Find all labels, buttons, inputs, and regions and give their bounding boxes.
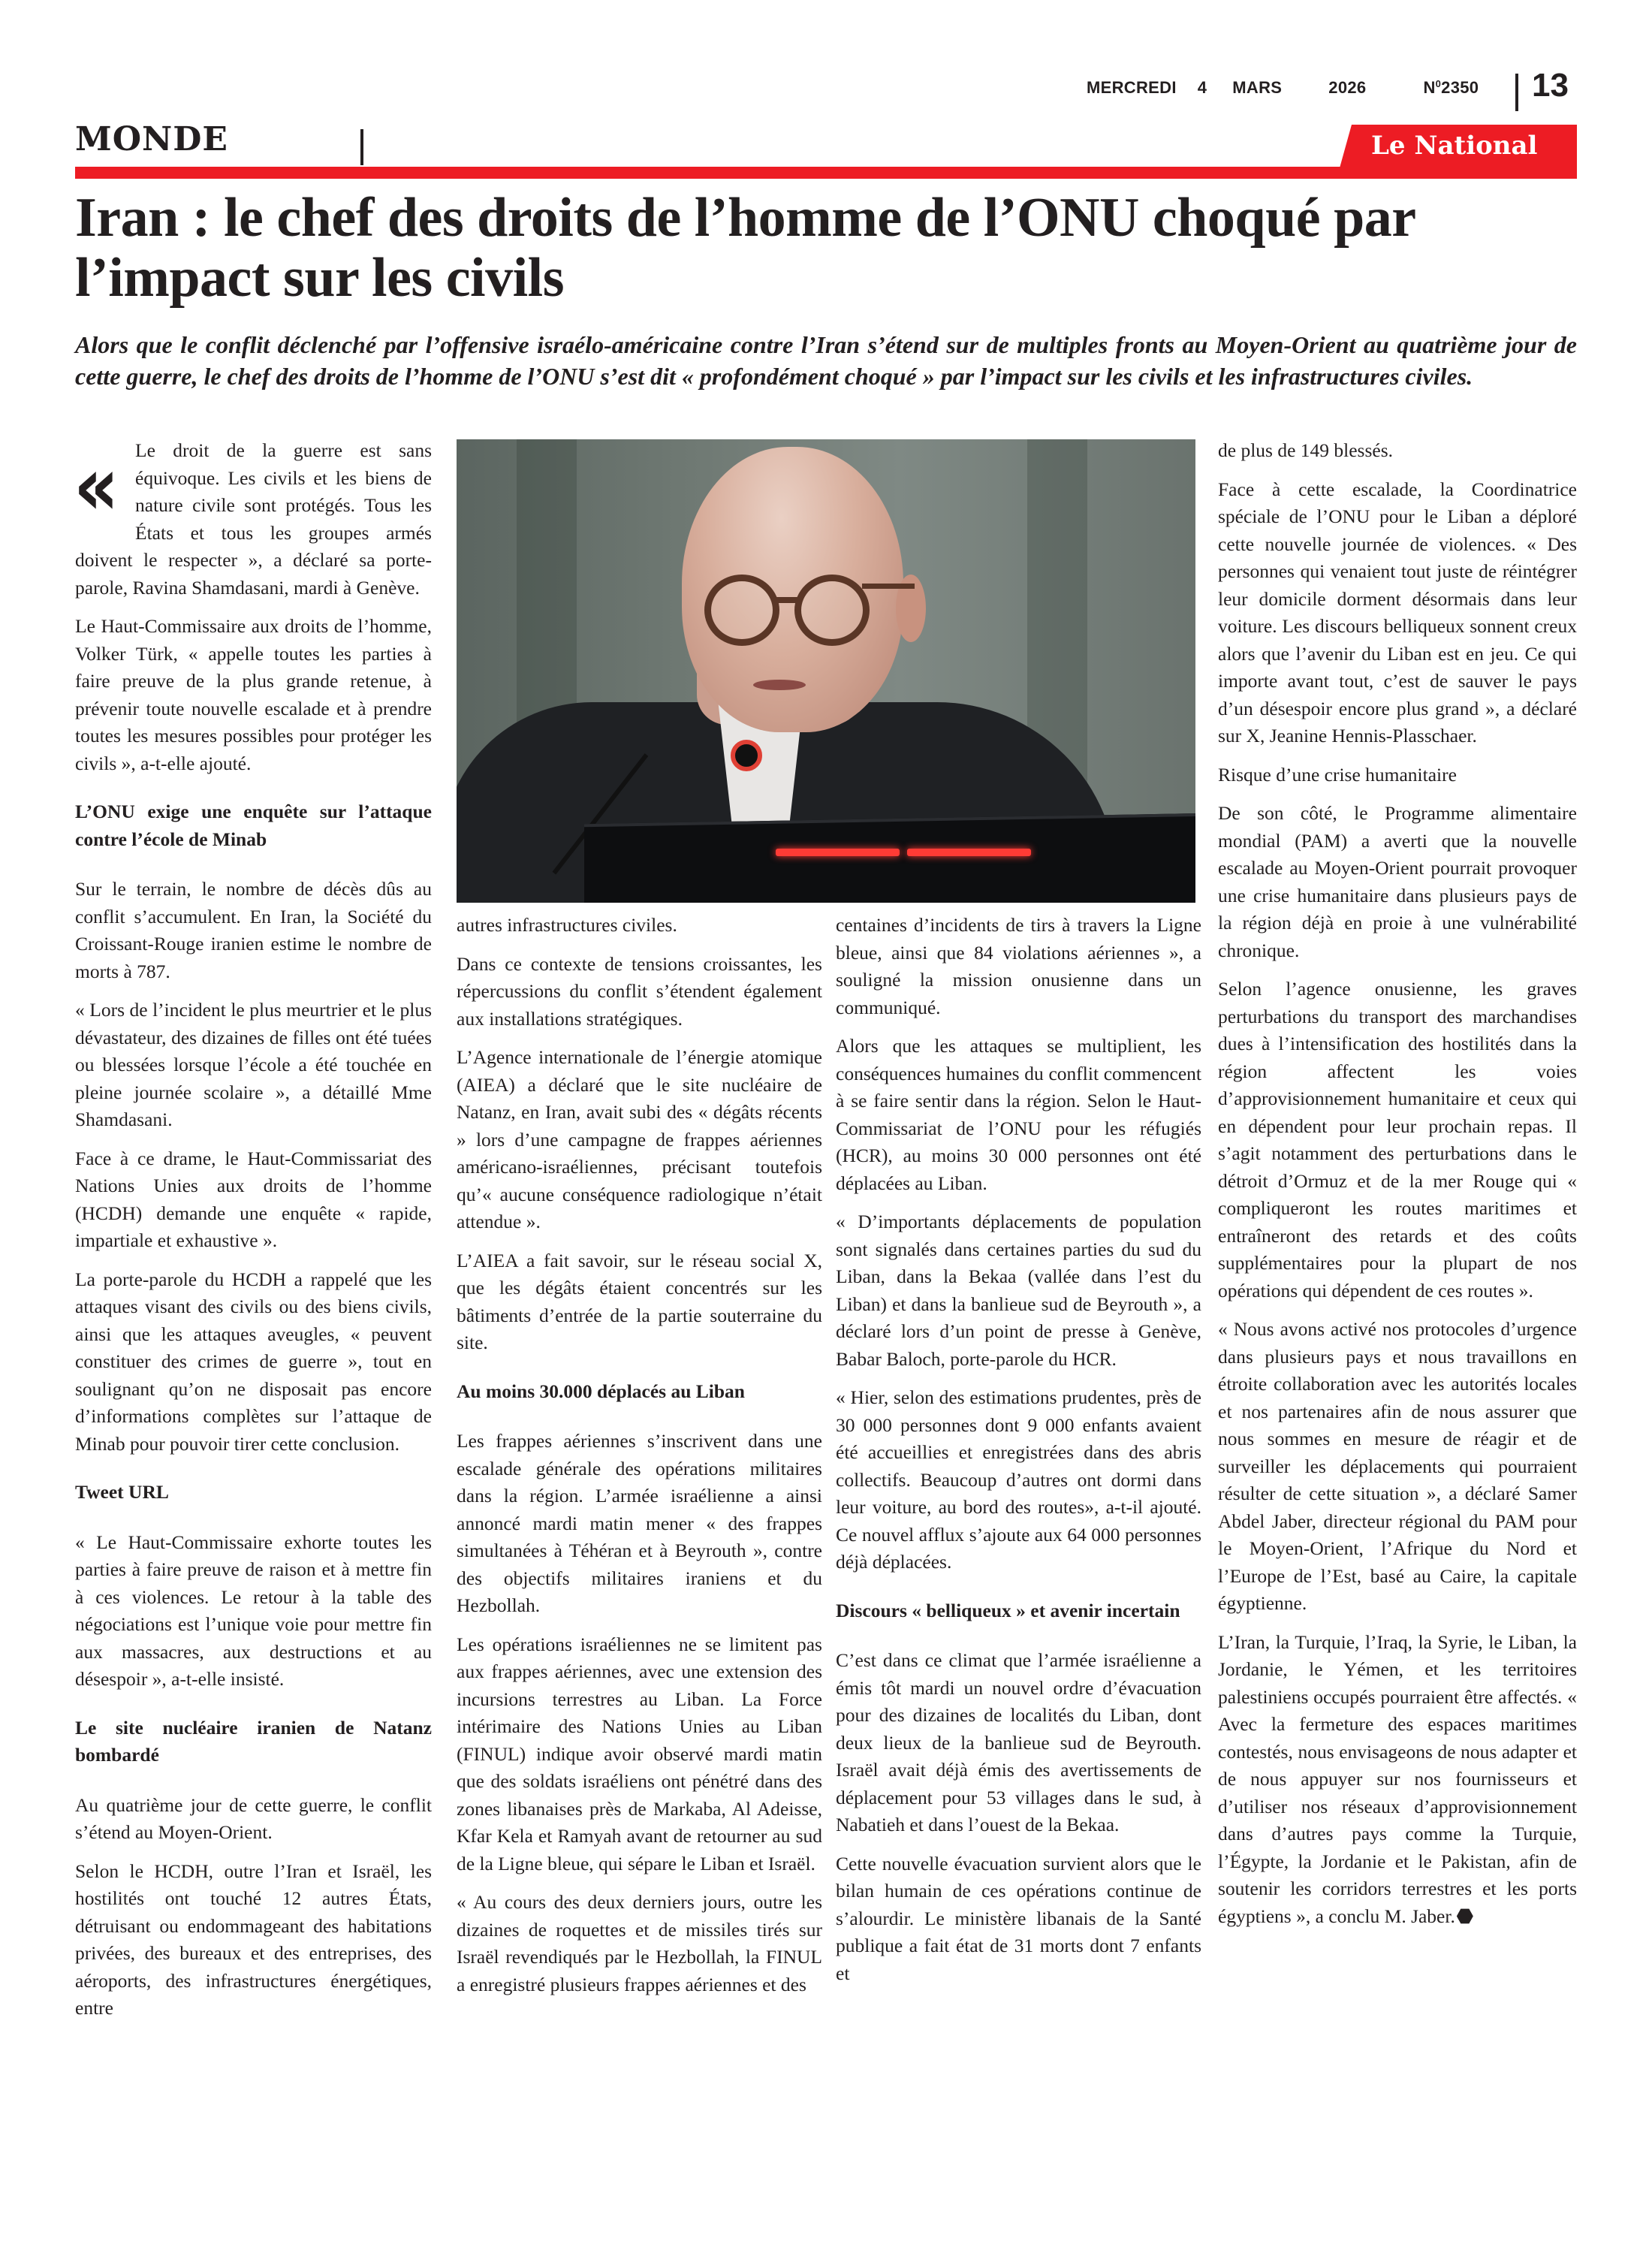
article-photo: [457, 439, 1195, 903]
section-divider: [360, 129, 363, 165]
subheading: Risque d’une crise humanitaire: [1218, 763, 1457, 786]
page-number: 13: [1532, 67, 1569, 104]
paragraph: autres infrastructures civiles.: [457, 914, 677, 936]
month: MARS: [1232, 78, 1283, 98]
paragraph: L’Agence internationale de l’énergie atomique (AIEA) a déclaré que le site nucléaire de Natanz, en Iran, avait subi des « dégâts récents » lors d’une campagne de frappes aériennes américano-israéliennes, précisant toutefois qu’« aucune conséquence radiologique n’était attendue ».: [457, 1046, 822, 1232]
article-column-1: [75, 437, 432, 2034]
paragraph: « Le Haut-Commissaire exhorte toutes les parties à faire preuve de raison et à mettre fin à ces violences. Le retour à la table des négociations est l’unique voie pour mettre fin aux massacres, aux destructions et au désespoir », a-t-elle insisté.: [75, 1531, 432, 1690]
weekday: MERCREDI: [1087, 78, 1177, 98]
glasses-lens: [704, 575, 779, 646]
paragraph: C’est dans ce climat que l’armée israélienne a émis tôt mardi un nouvel ordre d’évacuation pour des dizaines de localités du Liban, dont deux lieux de la banlieue sud de Beyrouth. Israël avait déjà émis des avertissements de déplacement pour 53 villages dans le sud, à Nabatieh et dans l’ouest de la Bekaa.: [836, 1649, 1201, 1835]
year: 2026: [1328, 78, 1367, 98]
subheading: Tweet URL: [75, 1481, 169, 1503]
article-column-3: [836, 912, 1201, 1998]
subheading: L’ONU exige une enquête sur l’attaque contre l’école de Minab: [75, 801, 432, 850]
paragraph: Face à cette escalade, la Coordinatrice spéciale de l’ONU pour le Liban a déploré cette nouvelle journée de violences. « Des personnes qui venaient tout juste de réintégrer leur domicile dorment désormais dans leur voiture. Les discours belliqueux sonnent creux alors que l’avenir du Liban est en jeu. Ce qui importe avant tout, c’est de sauver le pays d’un désespoir encore plus grand », a déclaré sur X, Jeanine Hennis-Plasschaer.: [1218, 478, 1577, 746]
newspaper-brand: Le National: [1371, 131, 1538, 161]
photo-desk: [584, 813, 1195, 903]
paragraph: de plus de 149 blessés.: [1218, 439, 1394, 461]
paragraph: Dans ce contexte de tensions croissantes, les répercussions du conflit s’étendent également aux installations stratégiques.: [457, 952, 822, 1030]
paragraph: « Lors de l’incident le plus meurtrier et le plus dévastateur, des dizaines de filles ont été tuées ou blessées lorsque l’école a été touchée en pleine journée scolaire », a détaillé Mme Shamdasani.: [75, 999, 432, 1130]
glasses-temple: [862, 584, 915, 589]
paragraph: La porte-parole du HCDH a rappelé que les attaques visant des civils ou des biens civils, ainsi que les attaques aveugles, « peuvent constituer des crimes de guerre », tout en soulignant qu’on ne disposait pas encore d’informations complètes sur l’attaque de Minab pour pouvoir tirer cette conclusion.: [75, 1268, 432, 1455]
paragraph: « D’importants déplacements de population sont signalés dans certaines parties du sud du Liban, dans la Bekaa (vallée dans l’est du Liban) et dans la banlieue sud de Beyrouth », a déclaré lors d’un point de presse à Genève, Babar Baloch, porte-parole du HCR.: [836, 1211, 1201, 1370]
section-rule: [75, 167, 1577, 179]
paragraph: Les opérations israéliennes ne se limitent pas aux frappes aériennes, avec une extension des incursions terrestres au Liban. La Force intérimaire des Nations Unies au Liban (FINUL) indique avoir observé mardi matin que des soldats israéliens ont pénétré dans des zones libanaises près de Markaba, Al Adeisse, Kfar Kela et Ramyah avant de retourner au sud de la Ligne bleue, qui sépare le Liban et Israël.: [457, 1633, 822, 1874]
paragraph: « Nous avons activé nos protocoles d’urgence dans plusieurs pays et nous travaillons en étroite collaboration avec les autorités locales et nos partenaires afin de nous assurer que nous sommes en mesure de réagir et de surveiller les déplacements qui pourraient résulter de cette situation », a déclaré Samer Abdel Jaber, directeur régional du PAM pour le Moyen-Orient, l’Afrique du Nord et l’Europe de l’Est, basé au Caire, la capitale égyptienne.: [1218, 1318, 1577, 1614]
paragraph: Alors que les attaques se multiplient, les conséquences humaines du conflit commencent à se faire sentir dans la région. Selon le Haut-Commissariat de l’ONU pour les réfugiés (HCR), au moins 30 000 personnes ont été déplacées au Liban.: [836, 1035, 1201, 1194]
section-label: MONDE: [75, 120, 228, 158]
paragraph: Au quatrième jour de cette guerre, le conflit s’étend au Moyen-Orient.: [75, 1793, 432, 1843]
paragraph: Sur le terrain, le nombre de décès dûs au conflit s’accumulent. En Iran, la Société du Croissant-Rouge iranien estime le nombre de morts à 787.: [75, 878, 432, 982]
glasses-bridge: [776, 597, 799, 603]
drop-quote-icon: «: [74, 438, 119, 534]
page-number-divider: [1515, 74, 1518, 111]
closing-paragraph: L’Iran, la Turquie, l’Iraq, la Syrie, le Liban, la Jordanie, le Yémen, et les territoires palestiniens occupés pourraient être affectés. « Avec la fermeture des espaces maritimes contestés, nous envisageons de nous adapter et de nous appuyer sur nos fournisseurs et d’utiliser nos réseaux d’approvisionnement dans d’autres pays comme la Turquie, l’Égypte, la Jordanie et le Pakistan, afin de soutenir les corridors terrestres et les ports égyptiens », a conclu M. Jaber.: [1218, 1630, 1577, 1927]
paragraph: Cette nouvelle évacuation survient alors que le bilan humain de ces opérations continue de s’alourdir. Le ministère libanais de la Santé publique a fait état de 31 morts dont 7 enfants et: [836, 1852, 1201, 1984]
subheading: Le site nucléaire iranien de Natanz bombardé: [75, 1716, 432, 1766]
photo-mouth: [753, 680, 806, 690]
paragraph: « Au cours des deux derniers jours, outre les dizaines de roquettes et de missiles tirés sur Israël revendiqués par le Hezbollah, la FINUL a enregistré plusieurs frappes aériennes et des: [457, 1891, 822, 1995]
day: 4: [1197, 78, 1207, 98]
paragraph: Selon l’agence onusienne, les graves perturbations du transport des marchandises dues à l’intensification des hostilités dans la région affectent les voies d’approvisionnement humanitaire et ceux qui en dépendent pour leur prochain repas. Il s’agit notamment des perturbations dans le détroit d’Ormuz et de la mer Rouge qui « compliqueront les routes maritimes et entraîneront des retards et des coûts supplémentaires pour la plupart de nos opérations qui dépendent de ces routes ».: [1218, 978, 1577, 1301]
paragraph: Selon le HCDH, outre l’Iran et Israël, les hostilités ont touché 12 autres États, détruisant ou endommageant des habitations privées, des bureaux et des entreprises, des aéroports, des infrastructures énergétiques, entre: [75, 1859, 432, 2019]
article-headline: Iran : le chef des droits de l’homme de l’ONU choqué par l’impact sur les civils: [75, 187, 1415, 309]
article-lead: Alors que le conflit déclenché par l’offensive israélo-américaine contre l’Iran s’étend sur de multiples fronts au Moyen-Orient au quatrième jour de cette guerre, le chef des droits de l’homme de l’ONU s’est dit « profondément choqué » par l’impact sur les civils et les infrastructures civiles.: [75, 331, 1577, 390]
article-column-2: [457, 912, 822, 2010]
paragraph: L’AIEA a fait savoir, sur le réseau social X, que les dégâts étaient concentrés sur les bâtiments d’entrée de la partie souterraine du site.: [457, 1249, 822, 1353]
article-column-4: [1218, 437, 1577, 1941]
issue-date: [1087, 78, 1479, 98]
subheading: Au moins 30.000 déplacés au Liban: [457, 1380, 745, 1402]
issue-number: $N^02350$: [1423, 78, 1479, 98]
opening-paragraph: « Le droit de la guerre est sans équivoque. Les civils et les biens de nature civile sont protégés. Tous les États et tous les groupes armés doivent le respecter », a déclaré sa porte-parole, Ravina Shamdasani, mardi à Genève.: [74, 438, 432, 599]
microphone-icon: [731, 740, 762, 771]
paragraph: centaines d’incidents de tirs à travers la Ligne bleue, ainsi que 84 violations aériennes », a souligné la mission onusienne dans un communiqué.: [836, 914, 1201, 1018]
paragraph: De son côté, le Programme alimentaire mondial (PAM) a averti que la nouvelle escalade au Moyen-Orient pourrait provoquer une crise humanitaire dans plusieurs pays de la région déjà en proie à une vulnérabilité chronique.: [1218, 802, 1577, 961]
desk-light: [776, 849, 900, 856]
paragraph: Face à ce drame, le Haut-Commissariat des Nations Unies aux droits de l’homme (HCDH) demande une enquête « rapide, impartiale et exhaustive ».: [75, 1147, 432, 1251]
paragraph: Le Haut-Commissaire aux droits de l’homme, Volker Türk, « appelle toutes les parties à faire preuve de la plus grande retenue, à prévenir toute nouvelle escalade et à prendre toutes les mesures possibles pour protéger les civils », a-t-elle ajouté.: [75, 615, 432, 774]
paragraph: « Hier, selon des estimations prudentes, près de 30 000 personnes dont 9 000 enfants avaient été accueillies et enregistrées dans des abris collectifs. Beaucoup d’autres ont dormi dans leur voiture, au bord des routes», a-t-il ajouté. Ce nouvel afflux s’ajoute aux 64 000 personnes déjà déplacées.: [836, 1386, 1201, 1573]
end-of-article-icon: [1457, 1908, 1473, 1925]
subheading: Discours « belliqueux » et avenir incertain: [836, 1599, 1180, 1621]
glasses-lens: [794, 575, 870, 646]
paragraph: Les frappes aériennes s’inscrivent dans une escalade générale des opérations militaires dans la région. L’armée israélienne a ainsi annoncé mardi matin mener « des frappes simultanées à Téhéran et à Beyrouth », contre des objectifs militaires iraniens et du Hezbollah.: [457, 1430, 822, 1616]
desk-light: [907, 849, 1031, 856]
